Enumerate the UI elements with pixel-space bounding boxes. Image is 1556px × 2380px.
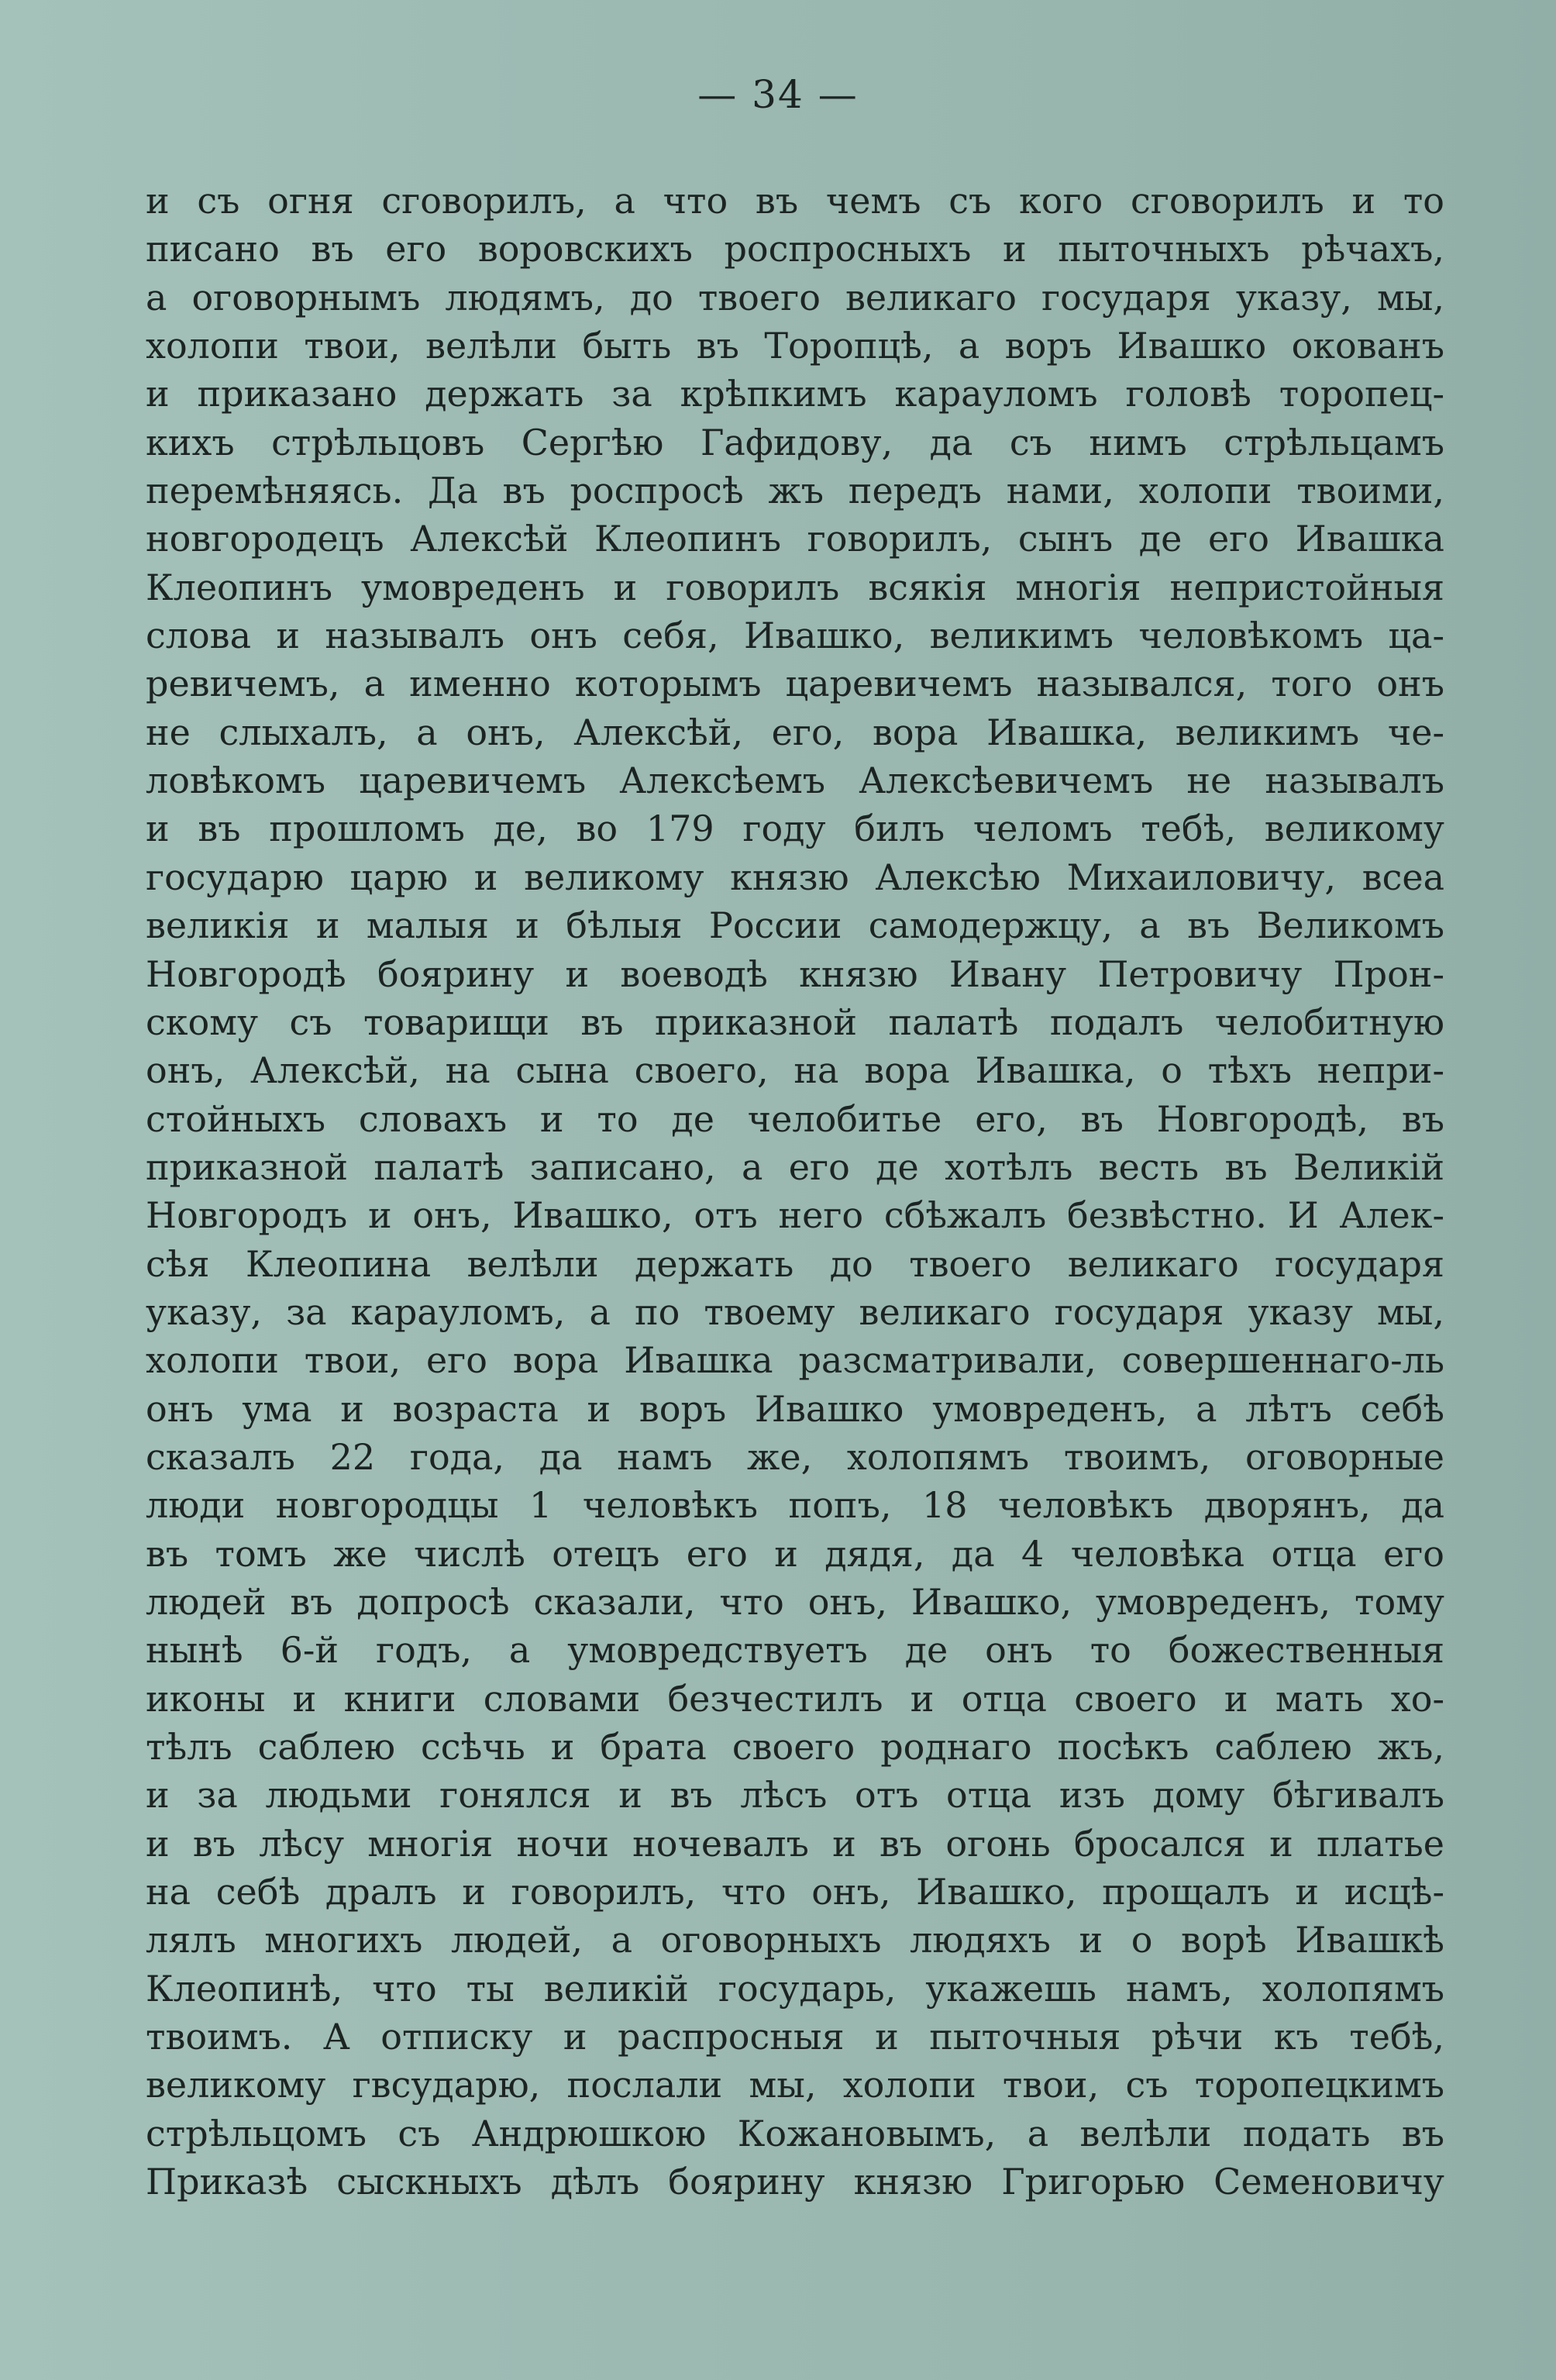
text-line: нынѣ 6-й годъ, а умовредствуетъ де онъ то божественныя bbox=[146, 1629, 1444, 1672]
text-line: твоимъ. А отписку и распросныя и пыточныя рѣчи къ тебѣ, bbox=[146, 2016, 1444, 2058]
text-line: сѣя Клеопина велѣли держать до твоего великаго государя bbox=[146, 1242, 1444, 1285]
text-line: ревичемъ, а именно которымъ царевичемъ назывался, того онъ bbox=[146, 663, 1444, 705]
text-line: Новгородѣ боярину и воеводѣ князю Ивану Петровичу Прон- bbox=[146, 952, 1444, 995]
text-line: новгородецъ Алексѣй Клеопинъ говорилъ, сынъ де его Ивашка bbox=[146, 518, 1444, 560]
text-line: великому гвсударю, послали мы, холопи твои, съ торопецкимъ bbox=[146, 2064, 1444, 2106]
text-line: людей въ допросѣ сказали, что онъ, Ивашко, умовреденъ, тому bbox=[146, 1580, 1444, 1623]
text-line: въ томъ же числѣ отецъ его и дядя, да 4 человѣка отца его bbox=[146, 1532, 1444, 1575]
text-line: великія и малыя и бѣлыя России самодержцу, а въ Великомъ bbox=[146, 904, 1444, 947]
text-line: холопи твои, его вора Ивашка разсматривали, совершеннаго-ль bbox=[146, 1339, 1444, 1382]
text-line: на себѣ дралъ и говорилъ, что онъ, Ивашко, прощалъ и исцѣ- bbox=[146, 1871, 1444, 1913]
text-line: лялъ многихъ людей, а оговорныхъ людяхъ и о ворѣ Ивашкѣ bbox=[146, 1919, 1444, 1962]
text-line: онъ, Алексѣй, на сына своего, на вора Ивашка, о тѣхъ непри- bbox=[146, 1049, 1444, 1092]
text-line: Клеопинѣ, что ты великій государь, укажешь намъ, холопямъ bbox=[146, 1967, 1444, 2010]
text-line: слова и называлъ онъ себя, Ивашко, великимъ человѣкомъ ца- bbox=[146, 615, 1444, 657]
text-line: сказалъ 22 года, да намъ же, холопямъ твоимъ, оговорные bbox=[146, 1435, 1444, 1478]
text-line: Приказѣ сыскныхъ дѣлъ боярину князю Григорью Семеновичу bbox=[146, 2161, 1444, 2203]
text-line: стрѣльцомъ съ Андрюшкою Кожановымъ, а велѣли подать въ bbox=[146, 2112, 1444, 2154]
text-line: указу, за карауломъ, а по твоему великаго государя указу мы, bbox=[146, 1290, 1444, 1333]
text-line: и въ прошломъ де, во 179 году билъ челомъ тебѣ, великому bbox=[146, 808, 1444, 850]
text-line: иконы и книги словами безчестилъ и отца своего и мать хо- bbox=[146, 1677, 1444, 1720]
text-line: и въ лѣсу многія ночи ночевалъ и въ огонь бросался и платье bbox=[146, 1822, 1444, 1865]
text-line: приказной палатѣ записано, а его де хотѣлъ весть въ Великій bbox=[146, 1145, 1444, 1188]
body-text bbox=[146, 177, 1444, 2206]
page-number: — 34 — bbox=[697, 72, 859, 117]
text-line: Новгородъ и онъ, Ивашко, отъ него сбѣжалъ безвѣстно. И Алек- bbox=[146, 1194, 1444, 1237]
text-line: онъ ума и возраста и воръ Ивашко умовреденъ, а лѣтъ себѣ bbox=[146, 1387, 1444, 1430]
text-line: Клеопинъ умовреденъ и говорилъ всякія многія непристойныя bbox=[146, 566, 1444, 608]
text-line: ловѣкомъ царевичемъ Алексѣемъ Алексѣевичемъ не называлъ bbox=[146, 759, 1444, 802]
text-line: стойныхъ словахъ и то де челобитье его, въ Новгородѣ, въ bbox=[146, 1097, 1444, 1140]
text-line: и за людьми гонялся и въ лѣсъ отъ отца изъ дому бѣгивалъ bbox=[146, 1774, 1444, 1817]
text-line: кихъ стрѣльцовъ Сергѣю Гафидову, да съ нимъ стрѣльцамъ bbox=[146, 421, 1444, 463]
text-line: перемѣняясь. Да въ роспросѣ жъ передъ нами, холопи твоими, bbox=[146, 470, 1444, 512]
text-line: писано въ его воровскихъ роспросныхъ и пыточныхъ рѣчахъ, bbox=[146, 228, 1444, 270]
text-line: и приказано держать за крѣпкимъ карауломъ головѣ торопец- bbox=[146, 373, 1444, 415]
text-line: люди новгородцы 1 человѣкъ попъ, 18 человѣкъ дворянъ, да bbox=[146, 1484, 1444, 1527]
text-line: государю царю и великому князю Алексѣю Михаиловичу, всеа bbox=[146, 856, 1444, 898]
text-line: не слыхалъ, а онъ, Алексѣй, его, вора Ивашка, великимъ че- bbox=[146, 711, 1444, 753]
text-line: холопи твои, велѣли быть въ Торопцѣ, а воръ Ивашко окованъ bbox=[146, 325, 1444, 367]
text-line: и съ огня сговорилъ, а что въ чемъ съ кого сговорилъ и то bbox=[146, 180, 1444, 222]
text-line: тѣлъ саблею ссѣчь и брата своего роднаго посѣкъ саблею жъ, bbox=[146, 1726, 1444, 1768]
text-line: скому съ товарищи въ приказной палатѣ подалъ челобитную bbox=[146, 1001, 1444, 1043]
text-line: а оговорнымъ людямъ, до твоего великаго государя указу, мы, bbox=[146, 276, 1444, 319]
